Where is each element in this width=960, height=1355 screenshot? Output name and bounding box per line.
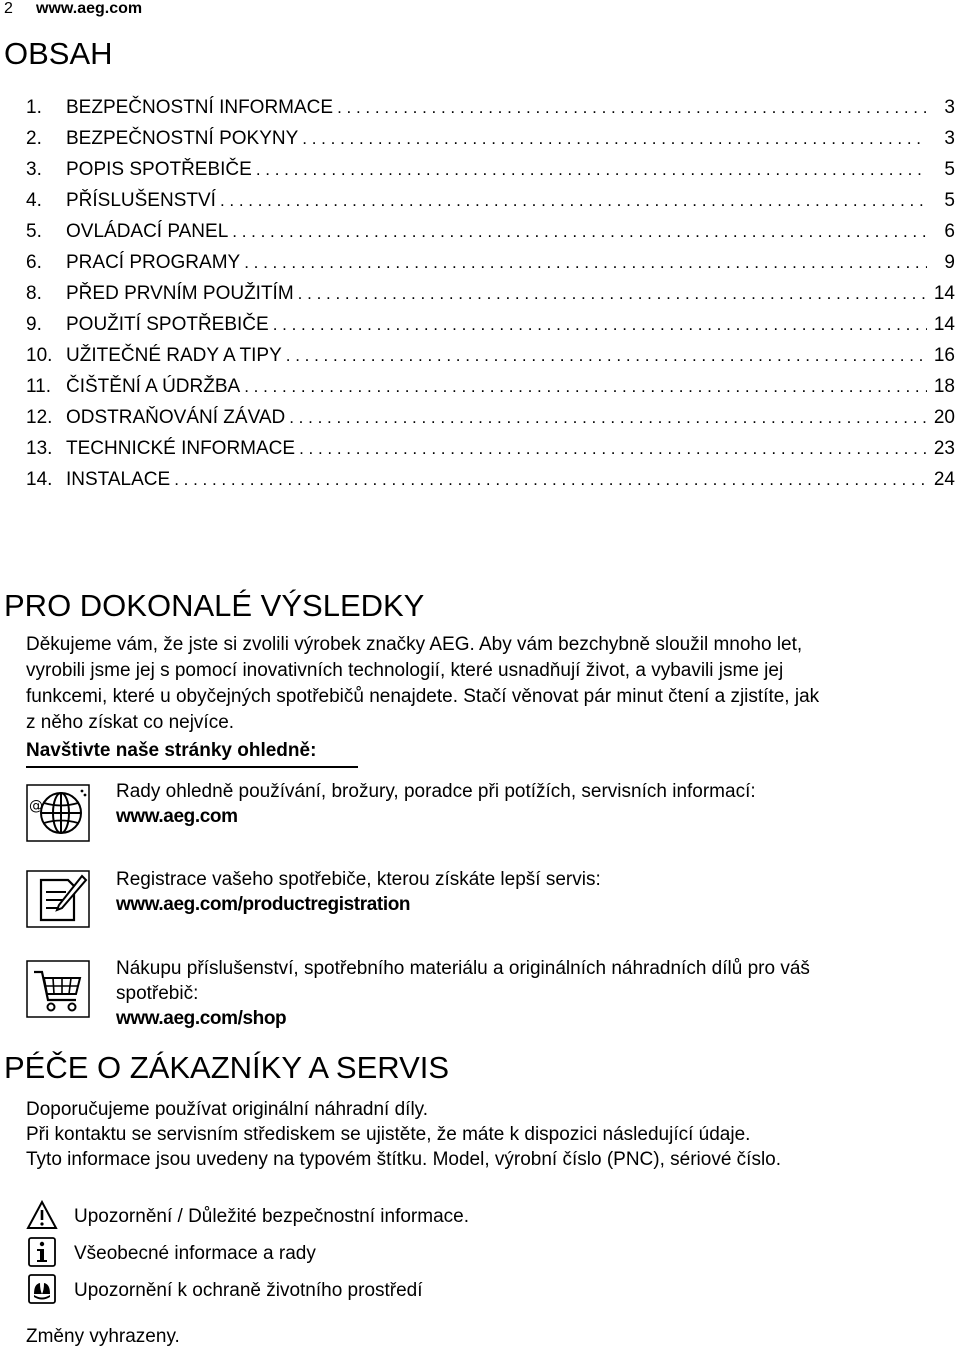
site-url[interactable]: www.aeg.com	[36, 0, 143, 17]
link-url[interactable]: www.aeg.com/productregistration	[116, 894, 411, 915]
link-description: Registrace vašeho spotřebiče, kterou získáte lepší servis:	[116, 869, 601, 890]
toc-leader-dots	[299, 433, 927, 464]
toc-item[interactable]	[26, 309, 955, 340]
toc-item-label: PŘÍSLUŠENSTVÍ	[66, 190, 216, 211]
toc-item-label: BEZPEČNOSTNÍ POKYNY	[66, 128, 299, 149]
link-description: Nákupu příslušenství, spotřebního materiálu a originálních náhradních dílů pro váš	[116, 958, 810, 979]
intro-line: funkcemi, které u obyčejných spotřebičů nenajdete. Stačí věnovat pár minut čtení a zjistíte, jak	[26, 686, 820, 707]
toc-item[interactable]	[26, 433, 955, 464]
svg-text:@: @	[29, 798, 43, 814]
service-line: Při kontaktu se servisním střediskem se ujistěte, že máte k dispozici následující údaje.	[26, 1124, 751, 1145]
toc-leader-dots	[220, 185, 927, 216]
intro-line: vyrobili jsme jej s pomocí inovativních technologií, které usnadňují život, a vybavili jsme jej	[26, 660, 784, 681]
warning-icon	[26, 1200, 58, 1230]
toc-item[interactable]	[26, 154, 955, 185]
toc-item-label: BEZPEČNOSTNÍ INFORMACE	[66, 97, 334, 118]
symbol-description: Upozornění / Důležité bezpečnostní informace.	[74, 1206, 469, 1227]
toc-item[interactable]	[26, 123, 955, 154]
toc-leader-dots	[286, 340, 927, 371]
globe-icon	[26, 784, 90, 842]
environment-icon	[26, 1274, 58, 1304]
footer-note: Změny vyhrazeny.	[26, 1326, 180, 1347]
table-of-contents	[26, 92, 955, 495]
info-icon	[26, 1237, 58, 1267]
toc-item-number: 5.	[26, 221, 42, 242]
link-item-registration	[116, 867, 936, 917]
toc-item-page: 9	[944, 252, 955, 273]
toc-item-page: 24	[933, 469, 955, 490]
toc-item-page: 23	[933, 438, 955, 459]
toc-leader-dots	[244, 371, 927, 402]
toc-item-label: ODSTRAŇOVÁNÍ ZÁVAD	[66, 407, 286, 428]
toc-item-number: 1.	[26, 97, 42, 118]
toc-item[interactable]	[26, 402, 955, 433]
shopping-cart-icon	[26, 960, 90, 1018]
toc-item-label: TECHNICKÉ INFORMACE	[66, 438, 296, 459]
toc-item-number: 14.	[26, 469, 53, 490]
toc-item[interactable]	[26, 340, 955, 371]
toc-item[interactable]	[26, 216, 955, 247]
intro-line: z něho získat co nejvíce.	[26, 712, 235, 733]
toc-item-page: 5	[944, 190, 955, 211]
results-intro	[26, 632, 956, 736]
toc-item-page: 14	[933, 283, 955, 304]
symbol-description: Všeobecné informace a rady	[74, 1243, 316, 1264]
toc-item-label: PRACÍ PROGRAMY	[66, 252, 241, 273]
link-item-shop	[116, 956, 936, 1031]
toc-item-label: POUŽITÍ SPOTŘEBIČE	[66, 314, 269, 335]
toc-item-page: 5	[944, 159, 955, 180]
results-heading: PRO DOKONALÉ VÝSLEDKY	[4, 588, 425, 623]
toc-item-label: POPIS SPOTŘEBIČE	[66, 159, 252, 180]
toc-leader-dots	[174, 464, 927, 495]
toc-item-label: ČIŠTĚNÍ A ÚDRŽBA	[66, 376, 241, 397]
toc-item-number: 2.	[26, 128, 42, 149]
toc-leader-dots	[232, 216, 927, 247]
toc-item-page: 3	[944, 97, 955, 118]
intro-line: Děkujeme vám, že jste si zvolili výrobek značky AEG. Aby vám bezchybně sloužil mnoho let,	[26, 634, 803, 655]
toc-item-label: INSTALACE	[66, 469, 171, 490]
toc-item-page: 16	[933, 345, 955, 366]
toc-item-number: 13.	[26, 438, 53, 459]
toc-item-page: 6	[944, 221, 955, 242]
link-item-support	[116, 779, 936, 829]
toc-item[interactable]	[26, 278, 955, 309]
toc-item-page: 3	[944, 128, 955, 149]
link-description: Rady ohledně používání, brožury, poradce při potížích, servisních informací:	[116, 781, 756, 802]
toc-leader-dots	[298, 278, 927, 309]
toc-item[interactable]	[26, 185, 955, 216]
page-number: 2	[4, 0, 13, 17]
service-line: Doporučujeme používat originální náhradní díly.	[26, 1099, 429, 1120]
toc-item[interactable]	[26, 92, 955, 123]
toc-item[interactable]	[26, 247, 955, 278]
service-text	[26, 1097, 956, 1172]
toc-leader-dots	[273, 309, 927, 340]
toc-item[interactable]	[26, 371, 955, 402]
service-line: Tyto informace jsou uvedeny na typovém štítku. Model, výrobní číslo (PNC), sériové číslo.	[26, 1149, 782, 1170]
toc-item-number: 12.	[26, 407, 53, 428]
toc-item-number: 9.	[26, 314, 42, 335]
toc-item[interactable]	[26, 464, 955, 495]
toc-item-page: 18	[933, 376, 955, 397]
toc-item-number: 8.	[26, 283, 42, 304]
service-heading: PÉČE O ZÁKAZNÍKY A SERVIS	[4, 1050, 450, 1085]
toc-item-number: 11.	[26, 376, 52, 397]
toc-item-label: UŽITEČNÉ RADY A TIPY	[66, 345, 282, 366]
toc-leader-dots	[302, 123, 927, 154]
registration-icon	[26, 870, 90, 928]
toc-leader-dots	[337, 92, 927, 123]
link-url[interactable]: www.aeg.com	[116, 806, 238, 827]
link-url[interactable]: www.aeg.com/shop	[116, 1008, 287, 1029]
toc-title: OBSAH	[4, 36, 113, 71]
toc-leader-dots	[289, 402, 927, 433]
toc-leader-dots	[244, 247, 927, 278]
symbol-description: Upozornění k ochraně životního prostředí	[74, 1280, 423, 1301]
toc-item-label: OVLÁDACÍ PANEL	[66, 221, 229, 242]
toc-item-number: 4.	[26, 190, 42, 211]
toc-item-number: 10.	[26, 345, 53, 366]
visit-heading: Navštivte naše stránky ohledně:	[26, 740, 317, 761]
toc-item-number: 3.	[26, 159, 42, 180]
toc-item-label: PŘED PRVNÍM POUŽITÍM	[66, 283, 294, 304]
link-description: spotřebič:	[116, 983, 199, 1004]
toc-item-number: 6.	[26, 252, 42, 273]
visit-heading-underline	[26, 766, 358, 768]
toc-item-page: 20	[933, 407, 955, 428]
toc-item-page: 14	[933, 314, 955, 335]
toc-leader-dots	[256, 154, 927, 185]
